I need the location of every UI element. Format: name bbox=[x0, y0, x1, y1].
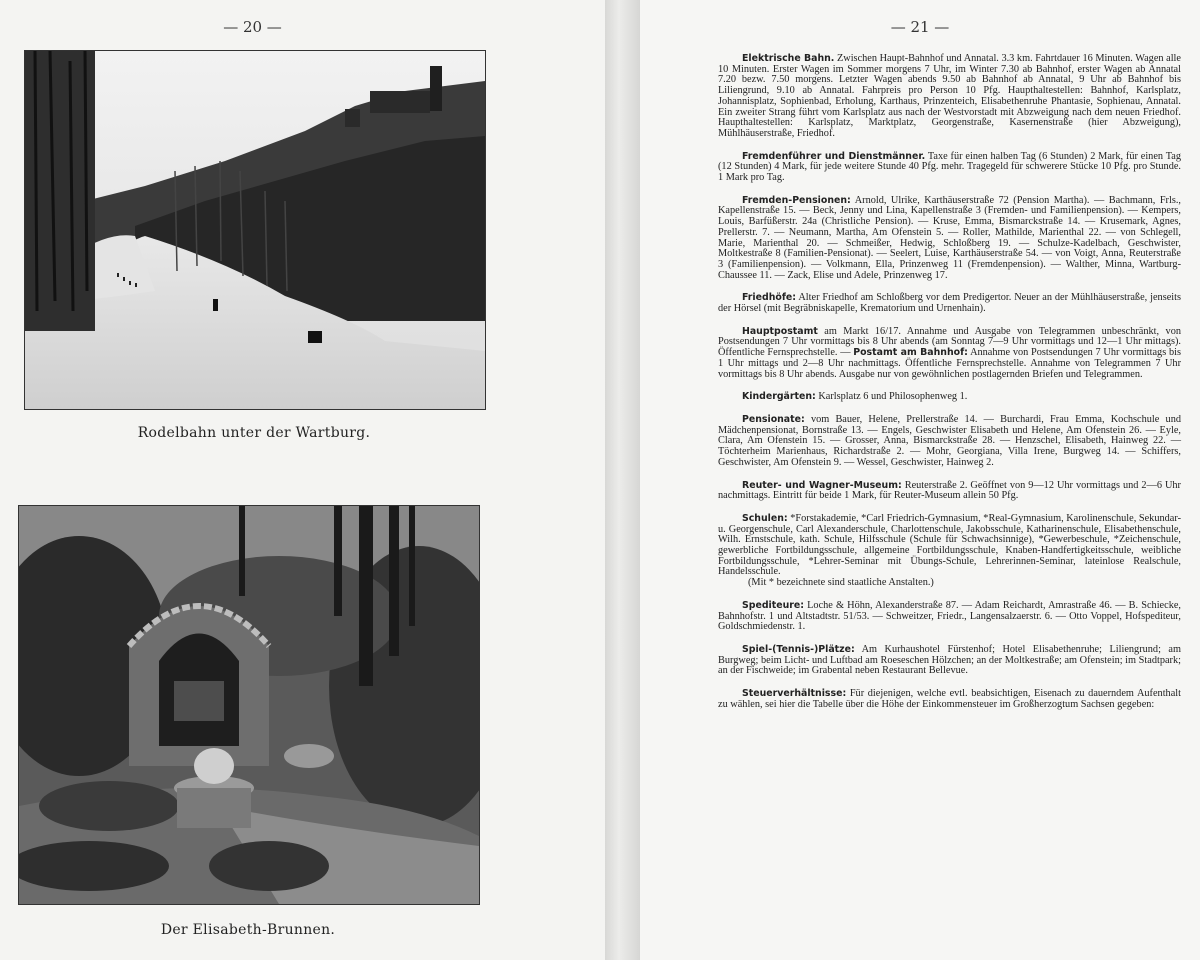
entry-subheading: Postamt am Bahnhof: bbox=[853, 347, 968, 359]
entry-text: Arnold, Ulrike, Karthäuserstraße 72 (Pension Martha). — Bachmann, Frls., Kapellenstraße 15. — Beck, Jenny und Lina, Kapellenstraße 3 (Fremden- und Familienpension). — Kempers, Louis, Barfüßerstr. 24a (Christliche Pension). — Kruse, Emma, Bismarckstraße 14. — Krusemark, Agnes, Prellerstr. 7. — Neumann, Martha, Am Ofenstein 5. — Roller, Mathilde, Marienthal 22. — von Schlegell, Marie, Marienthal 20. — Schmeißer, Hedwig, Schloßberg 19. — Schulze-Kadelbach, Geschwister, Moltkestraße 8 (Familien-Pensionat). — Seelert, Luise, Karthäuserstraße 54. — von Voigt, Anna, Reuterstraße 3 (Familienpension). — Volkmann, Ella, Prinzenweg 11 (Fremdenpension). — Walther, Minna, Wartburg-Chaussee 11. — Zack, Elise und Adele, Prinzenweg 17. bbox=[718, 194, 1181, 281]
page-number-right: — 21 — bbox=[890, 18, 950, 36]
entry-elektrische-bahn bbox=[718, 54, 1181, 140]
entry-subtext: Annahme von Postsendungen 7 Uhr vormittags bis 1 Uhr mittags und 2—8 Uhr nachmittags. Öffentliche Fernsprechstelle. Annahme von Telegrammen 7 Uhr vormittags bis 8 Uhr abends. Ausgabe nur von gewöhnlichen postlagernden Briefen und Telegrammen. bbox=[718, 347, 1181, 380]
entry-note: (Mit * bezeichnete sind staatliche Anstalten.) bbox=[748, 577, 934, 589]
entry-heading: Spediteure: bbox=[742, 599, 804, 611]
entry-heading: Fremden-Pensionen: bbox=[742, 194, 851, 206]
entry-text: Zwischen Haupt-Bahnhof und Annatal. 3.3 km. Fahrtdauer 16 Minuten. Wagen alle 10 Minuten. Erster Wagen im Sommer morgens 7 Uhr, im Winter 7.30 ab Bahnhof, erster Wagen ab Annatal 7.20 bezw. 7.50 morgens. Letzter Wagen abends 9.50 ab Bahnhof ab Annatal, 9 Uhr ab Bahnhof bis Liliengrund, 9.10 ab Annatal. Fahrpreis pro Person 10 Pfg. Haupthaltestellen: Bahnhof, Karlsplatz, Johannisplatz, Sophienbad, Erholung, Karthaus, Prinzenteich, Elisabethenruhe Phantasie, Sophienau, Annatal. Ein zweiter Strang führt vom Karlsplatz aus nach der Westvorstadt mit Abzweigung nach dem neuen Friedhof. Haupthaltestellen: Karlsplatz, Marktplatz, Georgenstraße, Kasernenstraße (hier Abzweigung), Mühlhäuserstraße, Friedhof. bbox=[718, 53, 1181, 139]
entry-spielplaetze bbox=[718, 645, 1181, 677]
entry-heading: Reuter- und Wagner-Museum: bbox=[742, 479, 902, 491]
entry-heading: Fremdenführer und Dienstmänner. bbox=[742, 150, 926, 162]
entry-schulen bbox=[718, 514, 1181, 589]
entry-hauptpostamt bbox=[718, 327, 1181, 381]
caption-elisabeth-brunnen: Der Elisabeth-Brunnen. bbox=[160, 922, 336, 938]
entry-text: Loche & Höhn, Alexanderstraße 87. — Adam Reichardt, Amrastraße 46. — B. Schiecke, Bahnhofstr. 1 und Altstadtstr. 51/53. — Schweitzer, Friedr., Langensalzaerstr. 6. — Otto Voppel, Hofspediteur, Goldschmiedenstr. 1. bbox=[718, 599, 1181, 633]
entry-heading: Elektrische Bahn. bbox=[742, 53, 835, 64]
entry-heading: Pensionate: bbox=[742, 413, 805, 425]
entry-heading: Friedhöfe: bbox=[742, 292, 797, 304]
entry-spediteure bbox=[718, 601, 1181, 633]
entry-text: Taxe für einen halben Tag (6 Stunden) 2 Mark, für einen Tag (12 Stunden) 4 Mark, für jede weitere Stunde 40 Pfg. mehr. Tragegeld für schwerere Stücke 10 Pfg. pro Stunde. 1 Mark pro Tag. bbox=[718, 150, 1181, 184]
entry-text: am Markt 16/17. Annahme und Ausgabe von Telegrammen unbeschränkt, von Postsendungen 7 Uhr vormittags bis 8 Uhr abends (am Sonntag 7—9 Uhr vormittags und 12—1 Uhr mittags). Öffentliche Fernsprechstelle. — bbox=[718, 325, 1181, 359]
entry-text: *Forstakademie, *Carl Friedrich-Gymnasium, *Real-Gymnasium, Karolinenschule, Sekundar- u. Georgenschule, Carl Alexanderschule, Charlottenschule, Jakobsschule, Katharinenschule, Elisabethenschule, Wilh. Ernstschule, kath. Schule, Hilfsschule (Schule für Schwachsinnige), *Gewerbeschule, *Zeichenschule, gewerbliche Fortbildungsschule, allgemeine Fortbildungsschule, Knaben-Handfertigkeitsschule, weibliche Fortbildungsschule, *Lehrer-Seminar mit Übungs-Schule, Lehrerinnen-Seminar, lateinlose Realschule, Handelsschule. bbox=[718, 512, 1182, 578]
entry-steuerverhaeltnisse bbox=[718, 689, 1181, 710]
entry-text: Reuterstraße 2. Geöffnet von 9—12 Uhr vormittags und 2—6 Uhr nachmittags. Eintritt für beide 1 Mark, für Reuter-Museum allein 50 Pfg. bbox=[718, 479, 1181, 502]
entry-kindergaerten bbox=[718, 392, 1181, 403]
entry-text: Alter Friedhof am Schloßberg vor dem Predigertor. Neuer an der Mühlhäuserstraße, jenseits der Hörsel (mit Begräbniskapelle, Krematorium und Urnenhain). bbox=[718, 292, 1181, 315]
entry-heading: Kindergärten: bbox=[742, 391, 816, 403]
entry-text: Am Kurhaushotel Fürstenhof; Hotel Elisabethenruhe; Liliengrund; am Burgweg; beim Licht- und Luftbad am Roeseschen Hölzchen; an der Moltkestraße; am Ofenstein; im Stadtpark; an der Fischweide; im Grabental neben Restaurant Bellevue. bbox=[718, 643, 1181, 677]
right-page bbox=[640, 0, 1200, 960]
book-gutter bbox=[605, 0, 640, 960]
entry-friedhoefe bbox=[718, 293, 1181, 314]
page-number-left: — 20 — bbox=[223, 18, 282, 36]
entry-heading: Hauptpostamt bbox=[742, 325, 818, 337]
caption-rodelbahn: Rodelbahn unter der Wartburg. bbox=[137, 425, 371, 441]
entry-fremden-pensionen bbox=[718, 196, 1181, 282]
photo-elisabeth-brunnen bbox=[18, 505, 480, 905]
entry-text: Karlsplatz 6 und Philosophenweg 1. bbox=[818, 391, 968, 403]
photo-rodelbahn bbox=[24, 50, 486, 410]
entry-text: vom Bauer, Helene, Prellerstraße 14. — Burchardi, Frau Emma, Kochschule und Mädchenpensionat, Bornstraße 13. — Engels, Geschwister Elisabeth und Helene, Am Ofenstein 26. — Eyle, Clara, Am Ofenstein 15. — Grosser, Anna, Bismarckstraße 28. — Henzschel, Elisabeth, Hainweg 22. — Töchterheim Marienhaus, Richardstraße 2. — Mohr, Georgiana, Villa Irene, Burgweg 14. — Schiffers, Geschwister, Am Ofenstein 9. — Wessel, Geschwister, Hainweg 2. bbox=[718, 413, 1181, 468]
entry-text: Für diejenigen, welche evtl. beabsichtigen, Eisenach zu dauerndem Aufenthalt zu wählen, sei hier die Tabelle über die Höhe der Einkommensteuer im Großherzogtum Sachsen gegeben: bbox=[718, 688, 1181, 710]
directory-text bbox=[718, 54, 1181, 722]
entry-fremdenfuehrer bbox=[718, 152, 1181, 184]
entry-heading: Spiel-(Tennis-)Plätze: bbox=[742, 643, 855, 655]
entry-reuter-wagner-museum bbox=[718, 481, 1181, 502]
entry-pensionate bbox=[718, 415, 1181, 469]
entry-heading: Schulen: bbox=[742, 512, 788, 524]
entry-heading: Steuerverhältnisse: bbox=[742, 688, 847, 700]
